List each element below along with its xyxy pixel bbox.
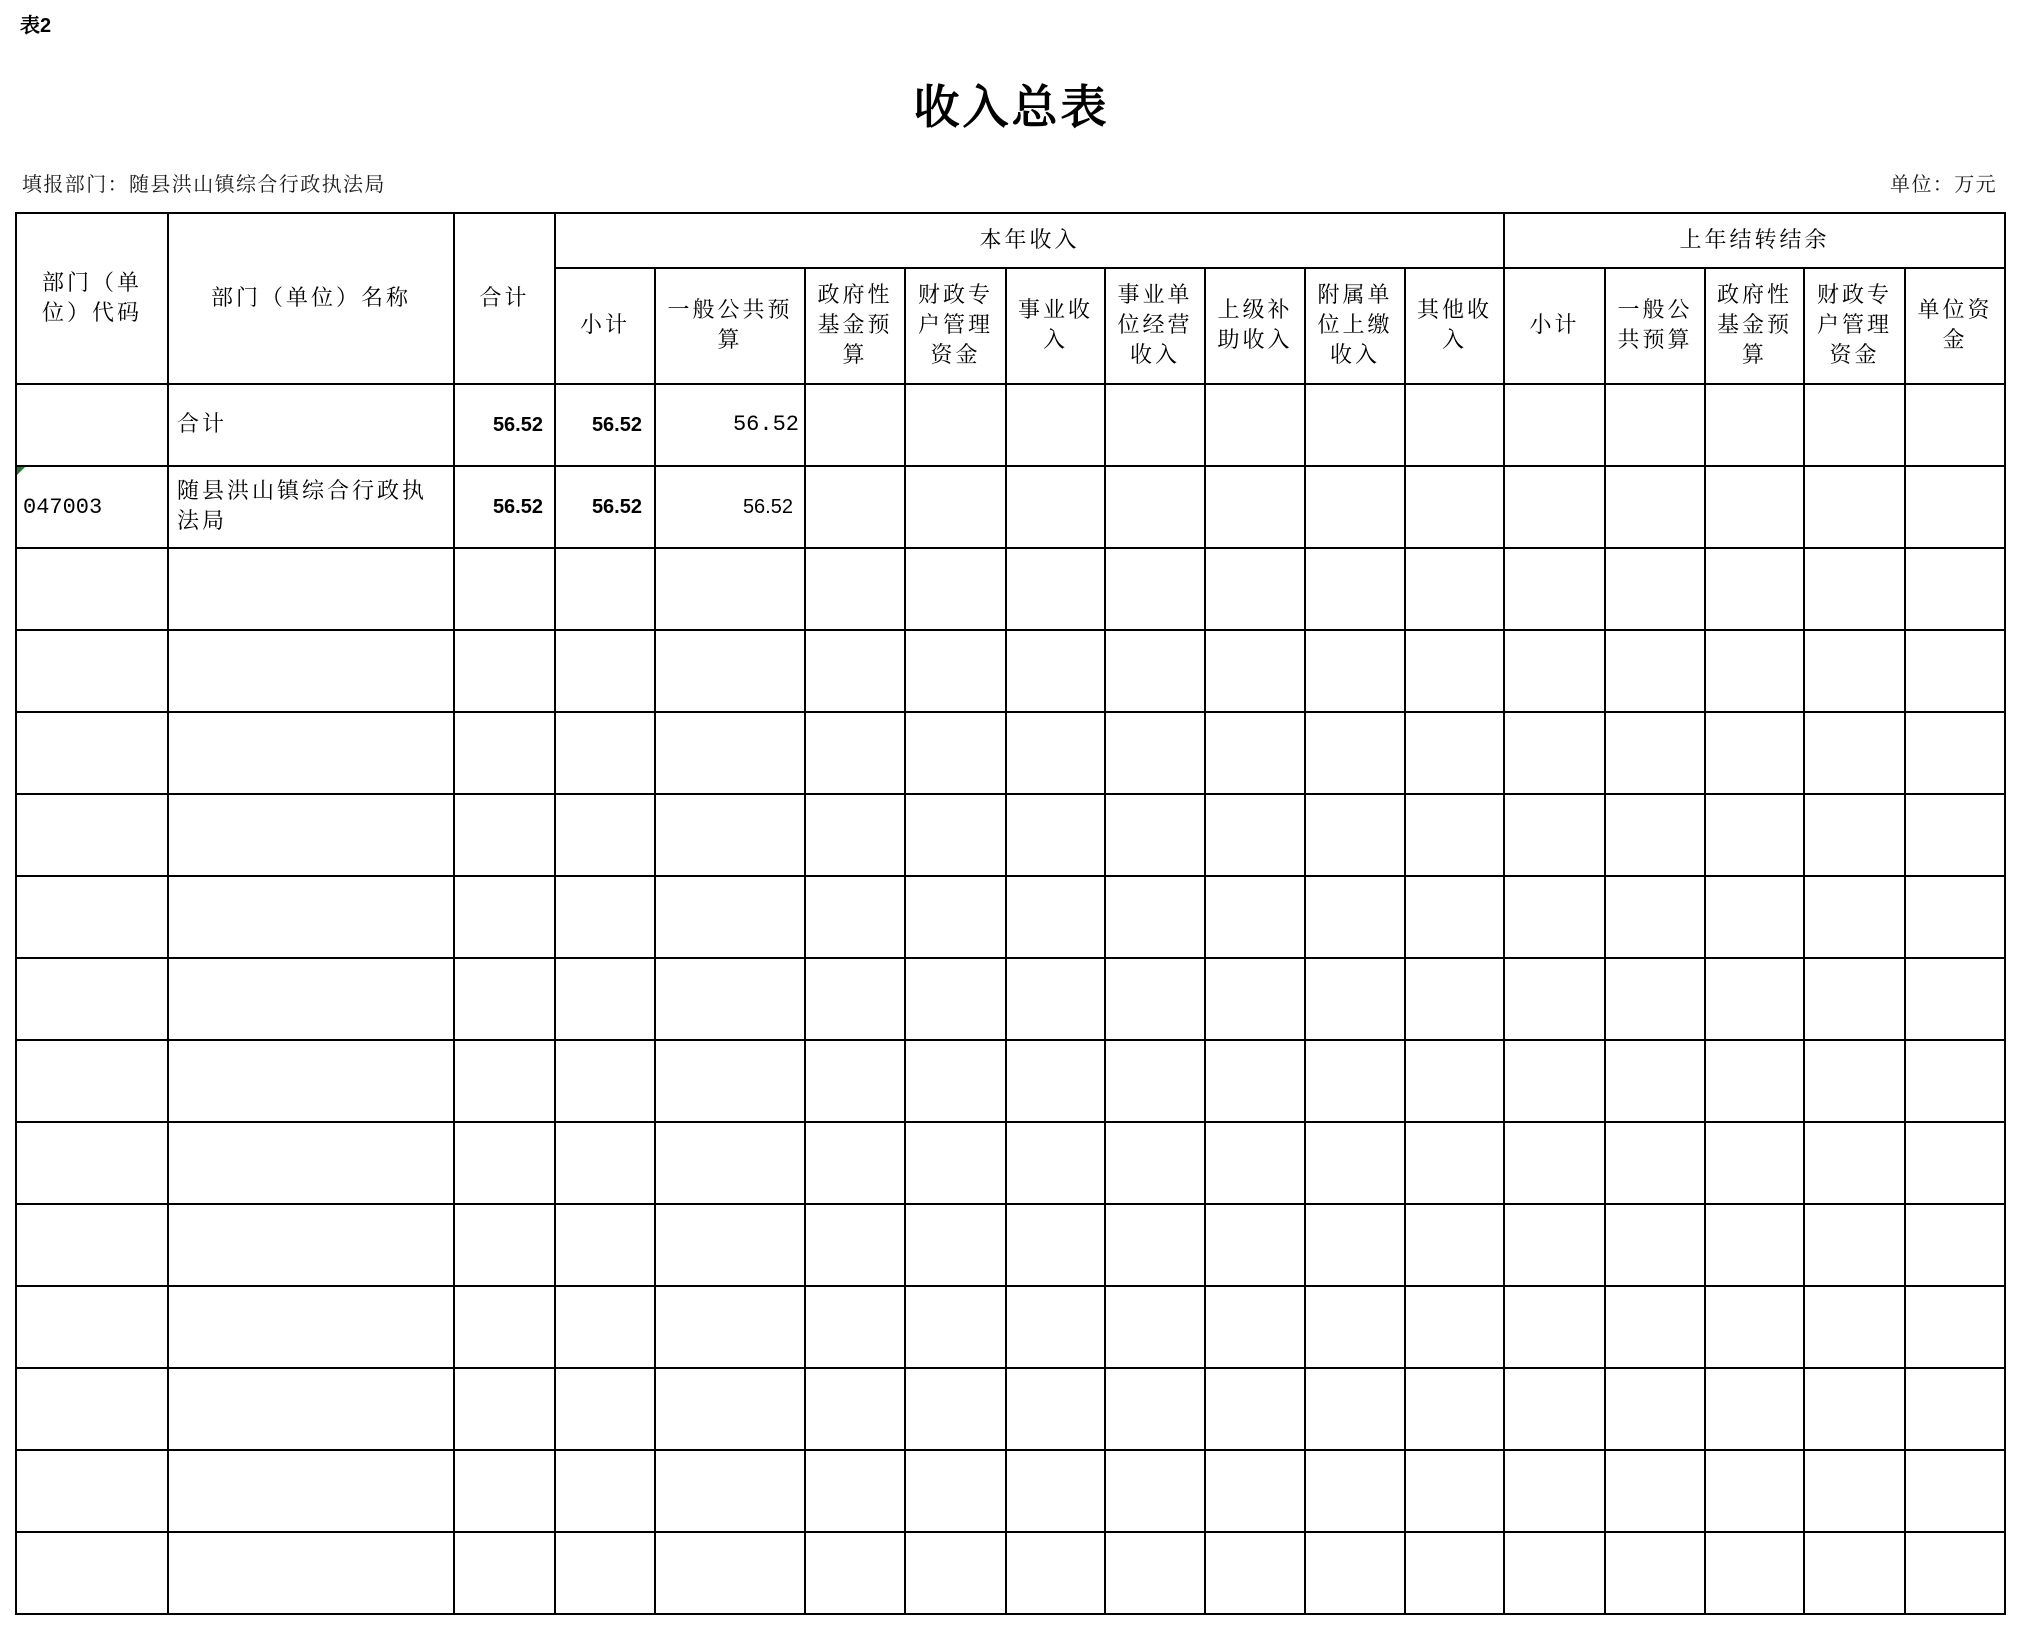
table-cell — [1504, 1040, 1605, 1122]
table-cell — [16, 1368, 168, 1450]
sheet-label: 表2 — [20, 15, 52, 37]
table-cell — [905, 384, 1006, 466]
table-cell — [16, 1450, 168, 1532]
table-cell — [905, 876, 1006, 958]
table-cell — [555, 958, 655, 1040]
table-cell — [905, 1286, 1006, 1368]
table-cell — [16, 794, 168, 876]
table-cell — [655, 1368, 805, 1450]
table-cell — [1205, 1532, 1305, 1614]
table-cell — [1405, 1122, 1504, 1204]
table-cell — [555, 1368, 655, 1450]
table-cell — [655, 876, 805, 958]
table-cell — [1205, 876, 1305, 958]
table-cell — [1405, 958, 1504, 1040]
table-cell — [1804, 1204, 1905, 1286]
table-cell — [168, 1040, 454, 1122]
table-cell — [805, 958, 905, 1040]
table-cell — [16, 1122, 168, 1204]
table-cell — [805, 1368, 905, 1450]
table-cell — [1205, 548, 1305, 630]
table-cell — [1705, 876, 1804, 958]
table-cell — [1405, 1286, 1504, 1368]
table-cell — [1605, 466, 1705, 548]
table-cell — [1205, 1122, 1305, 1204]
table-cell — [1605, 1532, 1705, 1614]
table-cell — [1405, 876, 1504, 958]
table-cell — [1705, 1532, 1804, 1614]
table-cell — [1504, 1204, 1605, 1286]
table-cell — [16, 1286, 168, 1368]
table-cell — [1705, 1286, 1804, 1368]
table-cell — [655, 1122, 805, 1204]
table-cell — [16, 1040, 168, 1122]
table-cell — [1105, 548, 1205, 630]
table-cell — [905, 1532, 1006, 1614]
table-cell — [1105, 384, 1205, 466]
table-cell — [1504, 466, 1605, 548]
header-row-1 — [16, 213, 2005, 268]
table-cell — [1705, 1368, 1804, 1450]
table-cell — [805, 1040, 905, 1122]
table-cell — [1305, 958, 1405, 1040]
table-cell — [555, 1450, 655, 1532]
table-cell — [1305, 794, 1405, 876]
table-cell — [555, 1204, 655, 1286]
cell-dept-name: 合计 — [168, 384, 454, 466]
table-cell — [805, 466, 905, 548]
table-row — [16, 794, 2005, 876]
table-cell — [1905, 630, 2005, 712]
table-cell — [1905, 1286, 2005, 1368]
table-cell — [1905, 1040, 2005, 1122]
table-cell — [1605, 548, 1705, 630]
table-cell — [1905, 1532, 2005, 1614]
table-cell — [168, 1368, 454, 1450]
table-cell — [905, 630, 1006, 712]
table-cell — [16, 712, 168, 794]
table-cell — [1405, 1204, 1504, 1286]
table-cell — [805, 794, 905, 876]
dept-code-text: 047003 — [23, 494, 103, 520]
table-cell — [1305, 712, 1405, 794]
table-cell — [1605, 958, 1705, 1040]
table-cell — [1105, 1450, 1205, 1532]
table-cell — [1006, 1122, 1105, 1204]
table-cell — [1705, 958, 1804, 1040]
table-cell — [1804, 548, 1905, 630]
table-cell — [1305, 1368, 1405, 1450]
table-cell — [168, 1450, 454, 1532]
table-cell — [1305, 1286, 1405, 1368]
table-cell — [1105, 1040, 1205, 1122]
header-prior-year-subtotal: 小计 — [1504, 268, 1605, 384]
table-cell — [454, 1532, 555, 1614]
table-cell — [555, 794, 655, 876]
table-cell — [555, 1286, 655, 1368]
table-row — [16, 1204, 2005, 1286]
table-cell — [16, 876, 168, 958]
table-row — [16, 1532, 2005, 1614]
table-cell — [1705, 794, 1804, 876]
table-cell — [16, 548, 168, 630]
table-cell — [1804, 1450, 1905, 1532]
table-cell — [1105, 1368, 1205, 1450]
cell-dept-name: 随县洪山镇综合行政执法局 — [168, 466, 454, 548]
table-cell — [905, 1122, 1006, 1204]
table-cell — [905, 958, 1006, 1040]
table-cell — [805, 1122, 905, 1204]
table-cell — [1205, 1450, 1305, 1532]
header-total: 合计 — [454, 213, 555, 384]
table-cell — [1006, 1532, 1105, 1614]
table-cell — [1605, 1040, 1705, 1122]
table-cell — [655, 1286, 805, 1368]
table-cell — [1405, 630, 1504, 712]
table-cell — [1804, 466, 1905, 548]
header-current-year-fiscal-special-account-funds: 财政专户管理资金 — [905, 268, 1006, 384]
header-current-year-government-fund-budget: 政府性基金预算 — [805, 268, 905, 384]
table-row — [16, 958, 2005, 1040]
table-cell — [1605, 1204, 1705, 1286]
table-cell — [1605, 794, 1705, 876]
table-cell — [1504, 630, 1605, 712]
table-cell — [805, 876, 905, 958]
table-cell — [1605, 1122, 1705, 1204]
header-current-year-superior-subsidy-income: 上级补助收入 — [1205, 268, 1305, 384]
table-cell — [905, 712, 1006, 794]
table-cell — [1006, 630, 1105, 712]
table-row — [16, 1040, 2005, 1122]
table-cell — [555, 1040, 655, 1122]
table-cell — [1105, 466, 1205, 548]
table-cell — [1305, 466, 1405, 548]
table-cell — [905, 1450, 1006, 1532]
table-cell — [1305, 1450, 1405, 1532]
table-cell — [1006, 1286, 1105, 1368]
table-cell — [1705, 1122, 1804, 1204]
table-cell — [1205, 1040, 1305, 1122]
table-cell — [1205, 466, 1305, 548]
table-cell — [168, 548, 454, 630]
table-cell — [1804, 712, 1905, 794]
table-cell — [1504, 1450, 1605, 1532]
table-row-department — [16, 466, 2005, 548]
table-cell — [454, 630, 555, 712]
table-cell — [1905, 1450, 2005, 1532]
table-cell — [805, 1450, 905, 1532]
table-cell — [655, 1040, 805, 1122]
table-cell — [555, 1122, 655, 1204]
table-cell — [1804, 794, 1905, 876]
table-cell — [1405, 1450, 1504, 1532]
table-cell — [555, 712, 655, 794]
table-cell — [454, 1204, 555, 1286]
table-cell — [655, 794, 805, 876]
table-cell — [1205, 958, 1305, 1040]
table-cell — [1804, 1368, 1905, 1450]
table-cell — [168, 876, 454, 958]
table-cell — [1105, 1204, 1205, 1286]
table-cell — [655, 1204, 805, 1286]
header-current-year-business-income: 事业收入 — [1006, 268, 1105, 384]
table-cell — [1105, 1286, 1205, 1368]
header-current-year-other-income: 其他收入 — [1405, 268, 1504, 384]
table-cell — [655, 958, 805, 1040]
header-current-year-subtotal: 小计 — [555, 268, 655, 384]
table-cell — [1605, 1368, 1705, 1450]
table-cell — [555, 548, 655, 630]
income-summary-table — [15, 212, 2006, 1615]
table-cell — [1905, 466, 2005, 548]
table-row — [16, 712, 2005, 794]
table-cell — [1504, 1532, 1605, 1614]
table-cell — [905, 794, 1006, 876]
table-cell — [1205, 1204, 1305, 1286]
table-row — [16, 1286, 2005, 1368]
table-cell — [1905, 1368, 2005, 1450]
table-cell — [1605, 1286, 1705, 1368]
table-cell — [454, 712, 555, 794]
table-cell — [168, 1532, 454, 1614]
table-cell — [1905, 876, 2005, 958]
table-cell — [1504, 958, 1605, 1040]
table-cell — [905, 1040, 1006, 1122]
table-cell — [1205, 630, 1305, 712]
table-cell — [1504, 876, 1605, 958]
table-cell — [1105, 630, 1205, 712]
table-cell — [1705, 466, 1804, 548]
table-cell — [1405, 1532, 1504, 1614]
table-cell — [1006, 1368, 1105, 1450]
header-prior-year-fiscal-special-account-funds: 财政专户管理资金 — [1804, 268, 1905, 384]
table-cell — [1305, 1122, 1405, 1204]
table-cell — [1405, 548, 1504, 630]
table-cell — [1804, 1532, 1905, 1614]
table-cell — [905, 548, 1006, 630]
table-cell — [1205, 384, 1305, 466]
table-cell — [1504, 794, 1605, 876]
table-cell — [454, 1040, 555, 1122]
table-cell — [1905, 712, 2005, 794]
table-cell — [805, 630, 905, 712]
table-cell — [1205, 1368, 1305, 1450]
table-cell — [1504, 384, 1605, 466]
table-row — [16, 548, 2005, 630]
header-prior-year-unit-funds: 单位资金 — [1905, 268, 2005, 384]
cell-current-year-subtotal: 56.52 — [555, 384, 655, 466]
header-prior-year-carryover: 上年结转结余 — [1504, 213, 2005, 268]
table-cell — [454, 1368, 555, 1450]
table-cell — [454, 794, 555, 876]
page-title: 收入总表 — [913, 80, 1110, 134]
table-cell — [454, 876, 555, 958]
cell-current-year-general-public-budget: 56.52 — [655, 384, 805, 466]
table-cell — [555, 630, 655, 712]
header-prior-year-government-fund-budget: 政府性基金预算 — [1705, 268, 1804, 384]
table-cell — [1905, 958, 2005, 1040]
table-cell — [905, 1204, 1006, 1286]
table-cell — [1105, 1532, 1205, 1614]
table-cell — [655, 712, 805, 794]
table-cell — [454, 1286, 555, 1368]
table-cell — [1006, 466, 1105, 548]
filling-department: 填报部门：随县洪山镇综合行政执法局 — [22, 172, 386, 196]
table-cell — [655, 630, 805, 712]
table-cell — [454, 548, 555, 630]
table-cell — [1305, 876, 1405, 958]
table-cell — [1105, 794, 1205, 876]
cell-current-year-general-public-budget: 56.52 — [655, 466, 805, 548]
table-cell — [1804, 1286, 1905, 1368]
table-cell — [1705, 1204, 1804, 1286]
table-cell — [1804, 876, 1905, 958]
table-cell — [1405, 384, 1504, 466]
table-cell — [1006, 794, 1105, 876]
table-row — [16, 876, 2005, 958]
table-cell — [1006, 712, 1105, 794]
table-cell — [1605, 384, 1705, 466]
table-cell — [655, 1532, 805, 1614]
table-cell — [1405, 1040, 1504, 1122]
header-current-year-business-unit-operating-income: 事业单位经营收入 — [1105, 268, 1205, 384]
table-cell — [655, 1450, 805, 1532]
cell-total: 56.52 — [454, 466, 555, 548]
table-cell — [168, 1286, 454, 1368]
table-cell — [1705, 384, 1804, 466]
table-cell — [1605, 876, 1705, 958]
table-cell — [1006, 876, 1105, 958]
table-cell — [1305, 1204, 1405, 1286]
table-cell — [1006, 1450, 1105, 1532]
table-cell — [1504, 1122, 1605, 1204]
table-cell — [1405, 466, 1504, 548]
table-cell — [1105, 1122, 1205, 1204]
table-cell — [1105, 958, 1205, 1040]
table-cell — [1705, 548, 1804, 630]
table-cell — [16, 1204, 168, 1286]
table-cell — [1804, 630, 1905, 712]
table-cell — [805, 712, 905, 794]
table-cell — [16, 1532, 168, 1614]
table-cell — [1504, 1286, 1605, 1368]
header-dept-code: 部门（单位）代码 — [16, 213, 168, 384]
table-cell — [1905, 1122, 2005, 1204]
table-cell — [805, 384, 905, 466]
table-cell — [1504, 548, 1605, 630]
table-cell — [1205, 712, 1305, 794]
table-cell — [1305, 548, 1405, 630]
table-cell — [1305, 1040, 1405, 1122]
table-cell — [1006, 1040, 1105, 1122]
header-current-year-general-public-budget: 一般公共预算 — [655, 268, 805, 384]
cell-total: 56.52 — [454, 384, 555, 466]
table-cell — [1905, 548, 2005, 630]
table-cell — [1804, 1040, 1905, 1122]
table-cell — [905, 1368, 1006, 1450]
table-cell — [454, 1122, 555, 1204]
table-row — [16, 1368, 2005, 1450]
table-cell — [1006, 1204, 1105, 1286]
table-cell — [1006, 958, 1105, 1040]
table-cell — [805, 1204, 905, 1286]
table-cell — [555, 1532, 655, 1614]
table-cell — [1804, 958, 1905, 1040]
table-cell — [1504, 1368, 1605, 1450]
table-cell — [454, 958, 555, 1040]
table-cell — [1905, 384, 2005, 466]
header-current-year-subordinate-unit-remittance-income: 附属单位上缴收入 — [1305, 268, 1405, 384]
table-cell — [168, 630, 454, 712]
table-cell — [1804, 384, 1905, 466]
cell-dept-code — [16, 384, 168, 466]
table-cell — [1205, 794, 1305, 876]
header-dept-name: 部门（单位）名称 — [168, 213, 454, 384]
table-cell — [1705, 630, 1804, 712]
table-cell — [905, 466, 1006, 548]
table-cell — [1405, 1368, 1504, 1450]
table-cell — [1205, 1286, 1305, 1368]
table-row — [16, 1450, 2005, 1532]
table-cell — [1504, 712, 1605, 794]
table-cell — [1605, 712, 1705, 794]
cell-current-year-subtotal: 56.52 — [555, 466, 655, 548]
table-cell — [1405, 794, 1504, 876]
table-cell — [1305, 630, 1405, 712]
unit-label: 单位：万元 — [1890, 172, 1997, 196]
number-as-text-indicator-icon — [17, 467, 25, 475]
table-cell — [168, 712, 454, 794]
table-cell — [1105, 712, 1205, 794]
table-cell — [1705, 1450, 1804, 1532]
table-row — [16, 630, 2005, 712]
table-cell — [16, 958, 168, 1040]
table-cell — [655, 548, 805, 630]
table-cell — [1804, 1122, 1905, 1204]
table-cell — [1006, 384, 1105, 466]
table-cell — [1006, 548, 1105, 630]
table-cell — [555, 876, 655, 958]
table-cell — [1605, 1450, 1705, 1532]
table-cell — [1705, 1040, 1804, 1122]
table-cell — [805, 1286, 905, 1368]
table-cell — [168, 1122, 454, 1204]
table-cell — [1105, 876, 1205, 958]
table-cell — [1605, 630, 1705, 712]
header-current-year-income: 本年收入 — [555, 213, 1504, 268]
table-cell — [1905, 794, 2005, 876]
header-prior-year-general-public-budget: 一般公共预算 — [1605, 268, 1705, 384]
table-cell — [1305, 384, 1405, 466]
table-cell — [168, 1204, 454, 1286]
table-cell — [1705, 712, 1804, 794]
table-cell — [1905, 1204, 2005, 1286]
table-cell — [805, 548, 905, 630]
table-cell — [16, 630, 168, 712]
cell-dept-code — [16, 466, 168, 548]
table-cell — [168, 958, 454, 1040]
table-cell — [805, 1532, 905, 1614]
table-cell — [454, 1450, 555, 1532]
table-row — [16, 1122, 2005, 1204]
table-cell — [1305, 1532, 1405, 1614]
table-cell — [1405, 712, 1504, 794]
table-row-total — [16, 384, 2005, 466]
table-cell — [168, 794, 454, 876]
